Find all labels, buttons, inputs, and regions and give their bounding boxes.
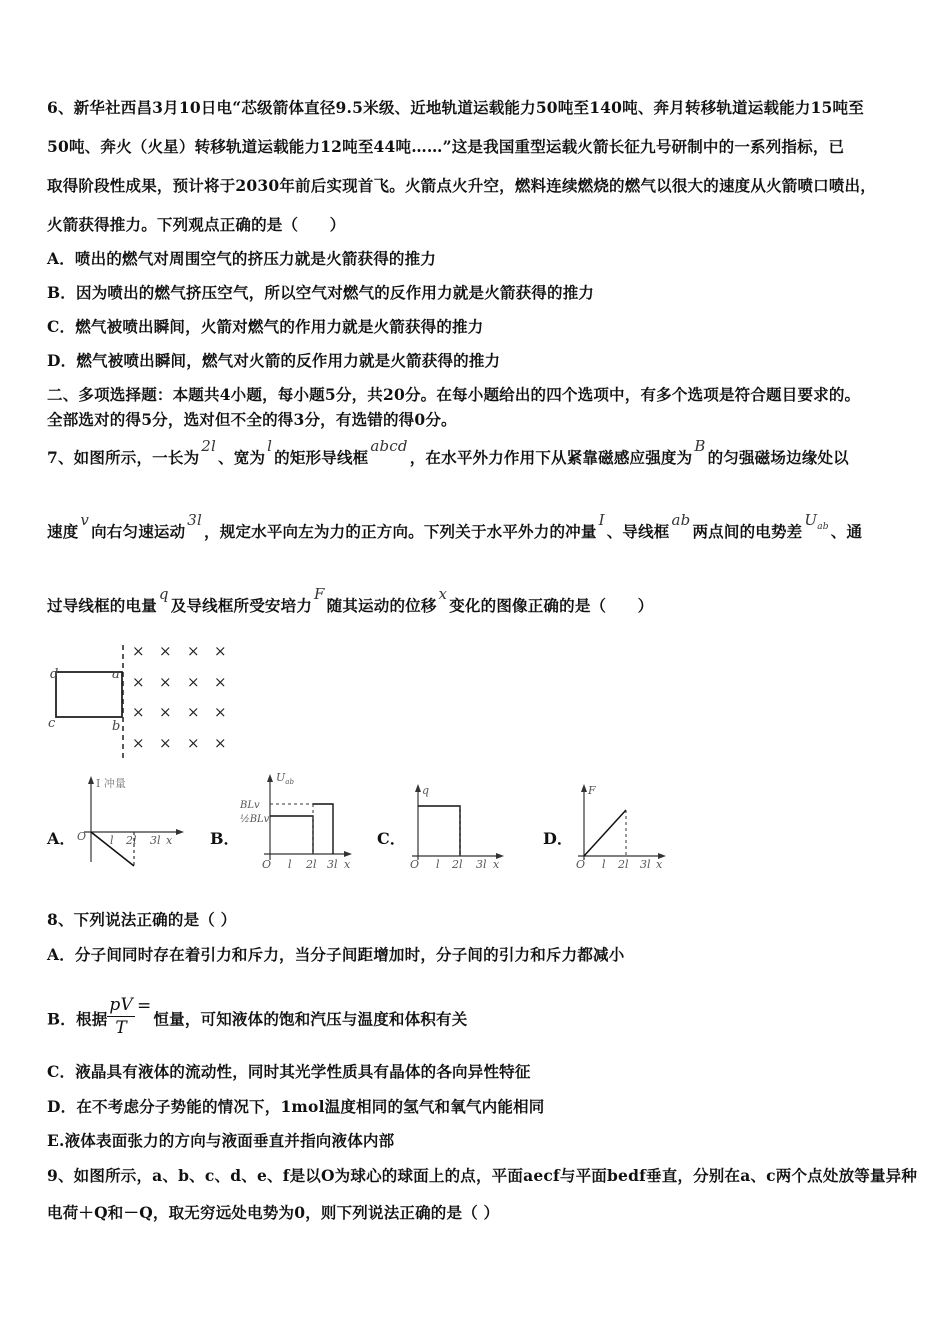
y-axis-arrow — [267, 774, 273, 782]
q7-option-d-label: D． — [543, 829, 573, 848]
field-x-mark: × — [132, 642, 145, 660]
math-2l: 2l — [201, 437, 217, 455]
corner-b-label: b — [112, 719, 121, 734]
step-line-low — [270, 816, 313, 854]
svg-text:x: x — [166, 834, 173, 847]
q6-option-a: A．喷出的燃气对周围空气的挤压力就是火箭获得的推力 — [47, 249, 437, 268]
q7-graph-a — [74, 772, 189, 872]
corner-a-label: a — [112, 667, 120, 682]
q9-stem-line-1: 9、如图所示，a、b、c、d、e、f是以O为球心的球面上的点，平面aecf与平面bedf垂直，分别在a、c两个点处放等量异种 — [47, 1166, 918, 1185]
x-axis-arrow — [176, 829, 184, 835]
section2-instruction-line-1: 二、多项选择题：本题共4小题，每小题5分，共20分。在每小题给出的四个选项中，有多个选项是符合题目要求的。 — [47, 385, 861, 404]
q7-magnetic-field-figure — [44, 640, 244, 760]
svg-text:3l: 3l — [327, 858, 338, 871]
field-x-mark: × — [159, 642, 172, 660]
y-axis-label: q — [422, 784, 430, 797]
svg-text:½BLv: ½BLv — [240, 814, 270, 825]
svg-text:3l: 3l — [640, 858, 651, 871]
math-v: v — [80, 511, 90, 529]
step-line-high — [313, 804, 333, 854]
q6-option-b: B．因为喷出的燃气挤压空气，所以空气对燃气的反作用力就是火箭获得的推力 — [47, 283, 595, 302]
field-x-mark: × — [159, 673, 172, 691]
q6-stem-line-1: 6、新华社西昌3月10日电“芯级箭体直径9.5米级、近地轨道运载能力50吨至140吨、奔月转移轨道运载能力15吨至 — [47, 98, 864, 117]
svg-text:l: l — [288, 858, 292, 871]
y-axis-label: F — [588, 784, 596, 797]
y-axis-label: I 冲量 — [96, 777, 126, 790]
q8-option-e: E.液体表面张力的方向与液面垂直并指向液体内部 — [47, 1131, 395, 1150]
math-3l: 3l — [187, 511, 203, 529]
q7-option-b-label: B． — [210, 829, 240, 848]
q8-option-c: C．液晶具有液体的流动性，同时其光学性质具有晶体的各向异性特征 — [47, 1062, 531, 1081]
math-Uab: $U_{ab}$ — [804, 511, 829, 532]
field-x-mark: × — [187, 703, 200, 721]
math-q: q — [158, 585, 169, 603]
math-ab: ab — [671, 511, 691, 529]
svg-text:3l: 3l — [476, 858, 487, 871]
svg-text:2l: 2l — [306, 858, 317, 871]
field-x-mark: × — [214, 673, 227, 691]
q6-option-c: C．燃气被喷出瞬间，火箭对燃气的作用力就是火箭获得的推力 — [47, 317, 484, 336]
q7-graph-b — [236, 768, 356, 872]
q7-stem-line-1: 7、如图所示，一长为2l、宽为l的矩形导线框abcd，在水平外力作用下从紧靠磁感应强度为B的匀强磁场边缘处以 — [47, 437, 849, 467]
q8-option-d: D．在不考虑分子势能的情况下，1mol温度相同的氢气和氧气内能相同 — [47, 1097, 545, 1116]
svg-text:x: x — [344, 858, 351, 871]
section2-instruction-line-2: 全部选对的得5分，选对但不全的得3分，有选错的得0分。 — [47, 410, 457, 429]
svg-text:3l: 3l — [150, 834, 161, 847]
q7-graph-c — [404, 780, 509, 872]
pv-over-t-fraction: $\frac{pV}{T}$ — [109, 995, 133, 1038]
field-x-mark: × — [159, 703, 172, 721]
svg-text:O: O — [262, 858, 272, 871]
math-I: I — [598, 511, 605, 529]
y-axis-arrow — [88, 776, 94, 784]
q8-option-b: B．根据 $\frac{pV}{T}$ =恒量，可知液体的饱和汽压与温度和体积有关 — [47, 995, 468, 1038]
q9-stem-line-2: 电荷＋Q和－Q，取无穷远处电势为0，则下列说法正确的是（ ） — [47, 1203, 500, 1222]
y-axis-arrow — [581, 784, 587, 792]
field-x-mark: × — [187, 734, 200, 752]
field-x-mark: × — [214, 734, 227, 752]
q7-graph-d — [570, 780, 670, 872]
math-B: B — [694, 437, 706, 455]
q7-option-a-label: A． — [47, 829, 76, 848]
q7-stem-line-2: 速度v向右匀速运动3l，规定水平向左为力的正方向。下列关于水平外力的冲量I、导线框ab两点间的电势差$U_{ab}$ 、通 — [47, 511, 863, 541]
field-x-mark: × — [187, 642, 200, 660]
svg-text:2l: 2l — [618, 858, 629, 871]
field-x-mark: × — [132, 734, 145, 752]
q8-stem: 8、下列说法正确的是（ ） — [47, 910, 237, 929]
field-x-mark: × — [159, 734, 172, 752]
math-l: l — [267, 437, 273, 455]
corner-c-label: c — [48, 716, 56, 731]
svg-text:x: x — [493, 858, 500, 871]
x-axis-arrow — [344, 851, 352, 857]
svg-text:O: O — [576, 858, 586, 871]
charge-line — [418, 806, 460, 856]
q8-option-a: A．分子间同时存在着引力和斥力，当分子间距增加时，分子间的引力和斥力都减小 — [47, 945, 625, 964]
field-x-mark: × — [214, 703, 227, 721]
svg-text:2l: 2l — [452, 858, 463, 871]
svg-text:l: l — [110, 834, 114, 847]
math-F: F — [314, 585, 325, 603]
q7-stem-line-3: 过导线框的电量q及导线框所受安培力F随其运动的位移x变化的图像正确的是（ ） — [47, 585, 654, 615]
svg-text:l: l — [436, 858, 440, 871]
y-axis-arrow — [415, 784, 421, 792]
field-x-mark: × — [187, 673, 200, 691]
svg-text:BLv: BLv — [240, 800, 260, 811]
q6-stem-line-2: 50吨、奔火（火星）转移轨道运载能力12吨至44吨……”这是我国重型运载火箭长征九号研制中的一系列指标，已 — [47, 137, 845, 156]
svg-text:x: x — [656, 858, 663, 871]
q6-stem-line-4: 火箭获得推力。下列观点正确的是（ ） — [47, 215, 346, 234]
q6-stem-line-3: 取得阶段性成果，预计将于2030年前后实现首飞。火箭点火升空，燃料连续燃烧的燃气以很大的速度从火箭喷口喷出， — [47, 176, 876, 195]
svg-text:O: O — [410, 858, 420, 871]
q6-option-d: D．燃气被喷出瞬间，燃气对火箭的反作用力就是火箭获得的推力 — [47, 351, 501, 370]
corner-d-label: d — [50, 667, 59, 682]
svg-text:O: O — [77, 830, 87, 843]
svg-text:2l: 2l — [126, 834, 137, 847]
field-x-mark: × — [214, 642, 227, 660]
field-x-mark: × — [132, 673, 145, 691]
math-abcd: abcd — [370, 437, 408, 455]
q7-option-c-label: C． — [377, 829, 406, 848]
svg-text:l: l — [602, 858, 606, 871]
y-axis-label: $U_{ab}$ — [276, 771, 294, 786]
field-x-mark: × — [132, 703, 145, 721]
force-line — [584, 810, 626, 856]
field-x-marks — [132, 642, 227, 752]
math-x: x — [438, 585, 448, 603]
